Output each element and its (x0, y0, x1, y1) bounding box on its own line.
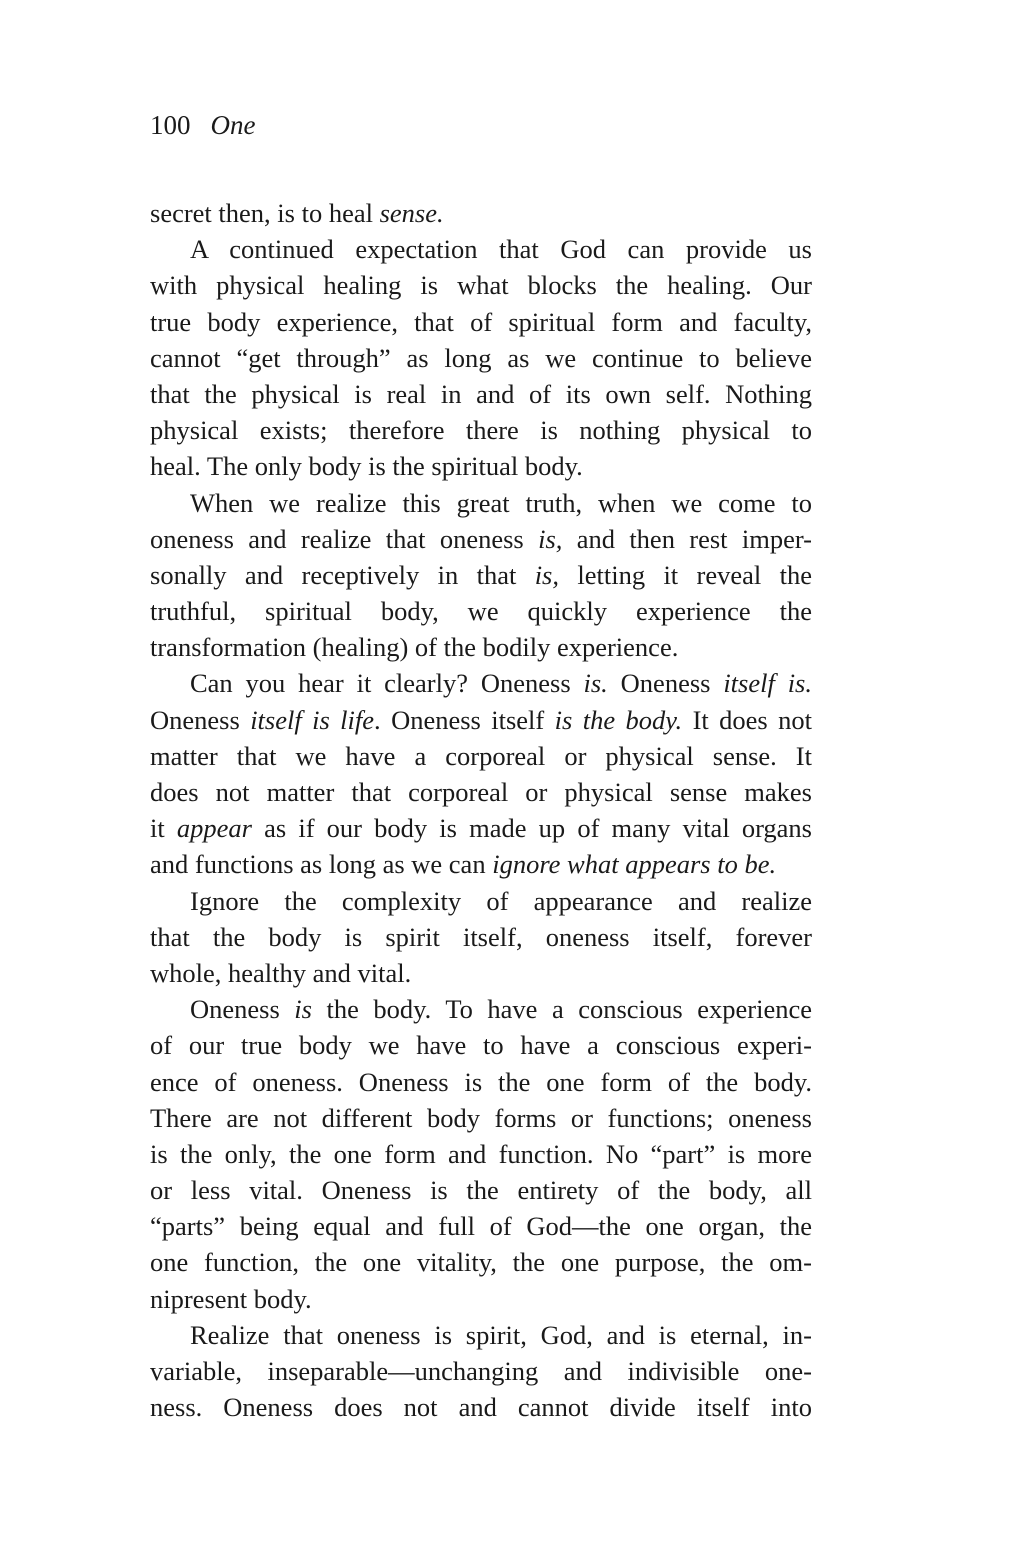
text-line (150, 774, 812, 810)
text-line (150, 340, 812, 376)
text-segment: letting it reveal the (559, 559, 812, 590)
text-segment: Oneness (190, 994, 295, 1025)
text-segment: When we realize this great truth, when we come to (190, 487, 812, 518)
text-line (150, 1172, 812, 1208)
text-line (150, 1136, 812, 1172)
text-segment: Oneness (150, 704, 251, 735)
text-segment: one function, the one vitality, the one purpose, the om- (150, 1247, 812, 1278)
text-segment: is the only, the one form and function. No “part” is more (150, 1138, 812, 1169)
text-line (150, 1353, 812, 1389)
text-segment: secret then, is to heal (150, 198, 380, 228)
text-segment: it (150, 813, 177, 844)
text-segment: Can you hear it clearly? Oneness (190, 668, 584, 699)
running-title: One (210, 110, 256, 140)
text-line (150, 1064, 812, 1100)
text-line (150, 883, 812, 919)
italic-text: ignore what appears to be. (492, 849, 777, 880)
text-segment: does not matter that corporeal or physical sense makes (150, 777, 812, 807)
text-line (150, 267, 812, 303)
text-segment: whole, healthy and vital. (150, 957, 412, 988)
text-line (150, 1281, 812, 1317)
text-line (150, 1389, 812, 1425)
italic-text: is the body. (554, 704, 683, 735)
text-segment: as if our body is made up of many vital organs (251, 813, 812, 844)
text-line (150, 485, 812, 521)
text-segment: variable, inseparable—unchanging and indivisible one- (150, 1356, 812, 1386)
text-line (150, 738, 812, 774)
text-segment: with physical healing is what blocks the healing. Our (150, 270, 812, 301)
text-line (150, 665, 812, 701)
text-segment: and then rest imper- (562, 523, 812, 554)
text-line (150, 448, 812, 484)
text-segment: nipresent body. (150, 1283, 312, 1314)
text-line (150, 1100, 812, 1136)
text-segment: transformation (healing) of the bodily experience. (150, 632, 679, 663)
italic-text: is (294, 994, 312, 1025)
italic-text: is, (538, 523, 563, 554)
text-segment: and functions as long as we can (150, 849, 493, 880)
text-line (150, 991, 812, 1027)
text-segment: physical exists; therefore there is nothing physical to (150, 415, 812, 446)
italic-text: is, (534, 559, 559, 590)
text-segment: matter that we have a corporeal or physical sense. It (150, 740, 812, 771)
text-segment: truthful, spiritual body, we quickly experience the (150, 596, 812, 627)
text-segment: A continued expectation that God can provide us (190, 234, 812, 265)
text-line (150, 195, 812, 231)
text-segment: There are not different body forms or functions; oneness (150, 1102, 812, 1133)
text-segment: sonally and receptively in that (150, 559, 535, 590)
text-segment: the body. To have a conscious experience (311, 994, 812, 1025)
italic-text: is. (583, 668, 608, 699)
text-line (150, 702, 812, 738)
body-text (150, 195, 812, 1425)
text-segment: . Oneness itself (374, 704, 555, 735)
italic-text: appear (176, 813, 252, 844)
text-line (150, 919, 812, 955)
text-segment: true body experience, that of spiritual form and faculty, (150, 306, 812, 337)
italic-text: itself is life (250, 704, 375, 735)
text-segment: Realize that oneness is spirit, God, and is eternal, in- (190, 1319, 812, 1350)
text-segment: ence of oneness. Oneness is the one form of the body. (150, 1066, 812, 1097)
text-segment: oneness and realize that oneness (150, 523, 539, 554)
text-line (150, 1208, 812, 1244)
text-segment: of our true body we have to have a conscious experi- (150, 1030, 812, 1061)
text-line (150, 955, 812, 991)
text-line (150, 593, 812, 629)
text-segment: Ignore the complexity of appearance and realize (190, 885, 812, 916)
text-segment: Oneness (607, 668, 724, 699)
text-line (150, 629, 812, 665)
text-line (150, 376, 812, 412)
text-line (150, 557, 812, 593)
text-segment: that the body is spirit itself, oneness itself, forever (150, 921, 812, 952)
text-line (150, 231, 812, 267)
text-line (150, 1317, 812, 1353)
text-segment: or less vital. Oneness is the entirety of the body, all (150, 1175, 812, 1206)
text-line (150, 810, 812, 846)
text-segment: It does not (682, 704, 812, 735)
text-segment: that the physical is real in and of its own self. Nothing (150, 378, 812, 409)
text-line (150, 846, 812, 882)
italic-text: itself is. (723, 668, 812, 699)
text-segment: ness. Oneness does not and cannot divide itself into (150, 1392, 812, 1423)
text-segment: “parts” being equal and full of God—the one organ, the (150, 1211, 812, 1242)
text-line (150, 1027, 812, 1063)
page-number: 100 (150, 110, 191, 140)
text-line (150, 1244, 812, 1280)
text-line (150, 521, 812, 557)
text-segment: heal. The only body is the spiritual body. (150, 451, 583, 482)
text-line (150, 304, 812, 340)
text-segment: cannot “get through” as long as we continue to believe (150, 342, 812, 373)
running-header (150, 105, 255, 145)
text-line (150, 412, 812, 448)
italic-text: sense. (379, 198, 444, 228)
